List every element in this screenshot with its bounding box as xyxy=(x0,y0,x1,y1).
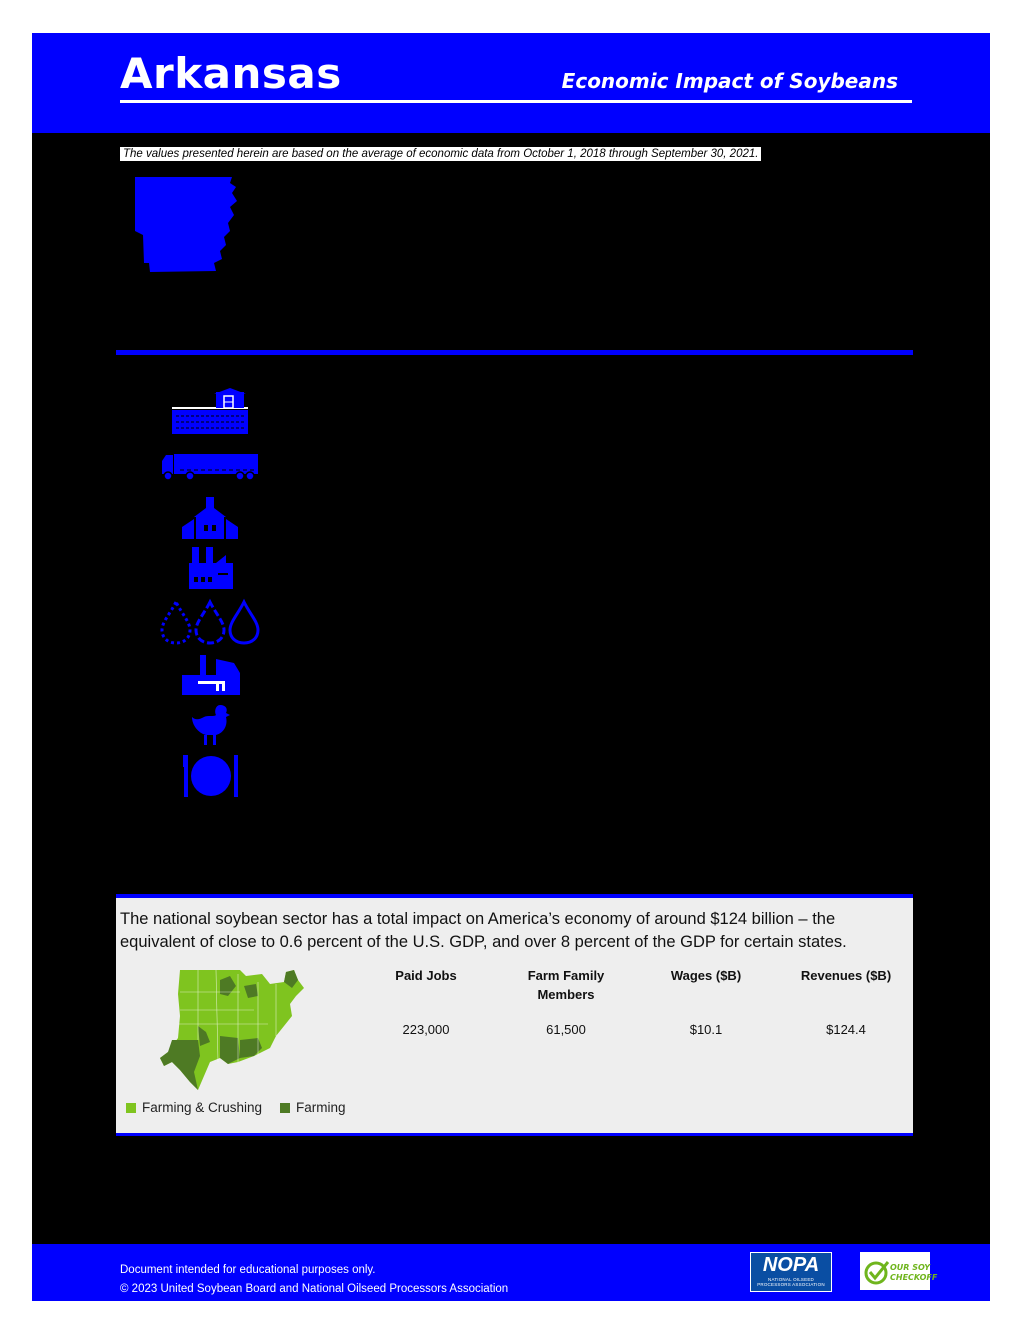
national-impact-text: The national soybean sector has a total impact on America’s economy of around $124 billion – the equivalent of close to 0.6 percent of the U.S. GDP, and over 8 percent of the GDP for certain states. xyxy=(120,910,847,951)
map-legend xyxy=(126,1100,346,1115)
legend-label-farming: Farming xyxy=(296,1100,346,1115)
legend-label-farming-crushing: Farming & Crushing xyxy=(142,1100,263,1115)
refinery-icon xyxy=(180,653,242,697)
header-band xyxy=(32,33,990,133)
data-period-note: The values presented herein are based on the average of economic data from October 1, 2018 through September 30, 2021. xyxy=(120,147,761,161)
footer-copyright: © 2023 United Soybean Board and National Oilseed Processors Association xyxy=(120,1283,509,1295)
col-header-revenues: Revenues ($B) xyxy=(800,968,892,983)
value-wages: $10.1 xyxy=(689,1022,723,1037)
col-header-farm-family: Farm Family Members xyxy=(527,968,605,1002)
svg-text:CHECKOFF: CHECKOFF xyxy=(890,1273,938,1282)
footer-disclaimer: Document intended for educational purposes only. xyxy=(120,1264,376,1276)
grain-elevator-icon xyxy=(180,495,240,541)
plate-icon xyxy=(182,753,240,799)
chicken-icon xyxy=(190,703,232,747)
nopa-logo xyxy=(750,1252,832,1292)
legend-swatch-farming xyxy=(280,1103,290,1113)
farm-icon xyxy=(170,388,250,436)
nopa-logo-text: NOPA xyxy=(762,1254,820,1276)
page xyxy=(32,33,990,1301)
us-soy-states-map xyxy=(158,966,308,1096)
section-rule xyxy=(116,350,913,355)
national-impact-panel xyxy=(116,894,913,1136)
factory-icon xyxy=(188,545,234,591)
svg-text:OUR SOY: OUR SOY xyxy=(890,1263,931,1272)
footer-band xyxy=(32,1244,990,1301)
legend-swatch-farming-crushing xyxy=(126,1103,136,1113)
col-header-wages: Wages ($B) xyxy=(670,968,742,983)
soy-checkoff-logo xyxy=(860,1252,938,1290)
oil-drops-icon xyxy=(160,598,262,646)
value-paid-jobs: 223,000 xyxy=(402,1022,450,1037)
value-farm-family: 61,500 xyxy=(546,1022,586,1037)
arkansas-map-icon xyxy=(132,175,242,275)
truck-icon xyxy=(160,451,260,481)
report-subtitle: Economic Impact of Soybeans xyxy=(561,69,898,93)
header-rule xyxy=(120,100,912,103)
nopa-logo-subtext: NATIONAL OILSEED PROCESSORS ASSOCIATION xyxy=(757,1277,825,1287)
col-header-paid-jobs: Paid Jobs xyxy=(395,968,457,983)
state-title: Arkansas xyxy=(120,49,342,98)
value-revenues: $124.4 xyxy=(826,1022,866,1037)
